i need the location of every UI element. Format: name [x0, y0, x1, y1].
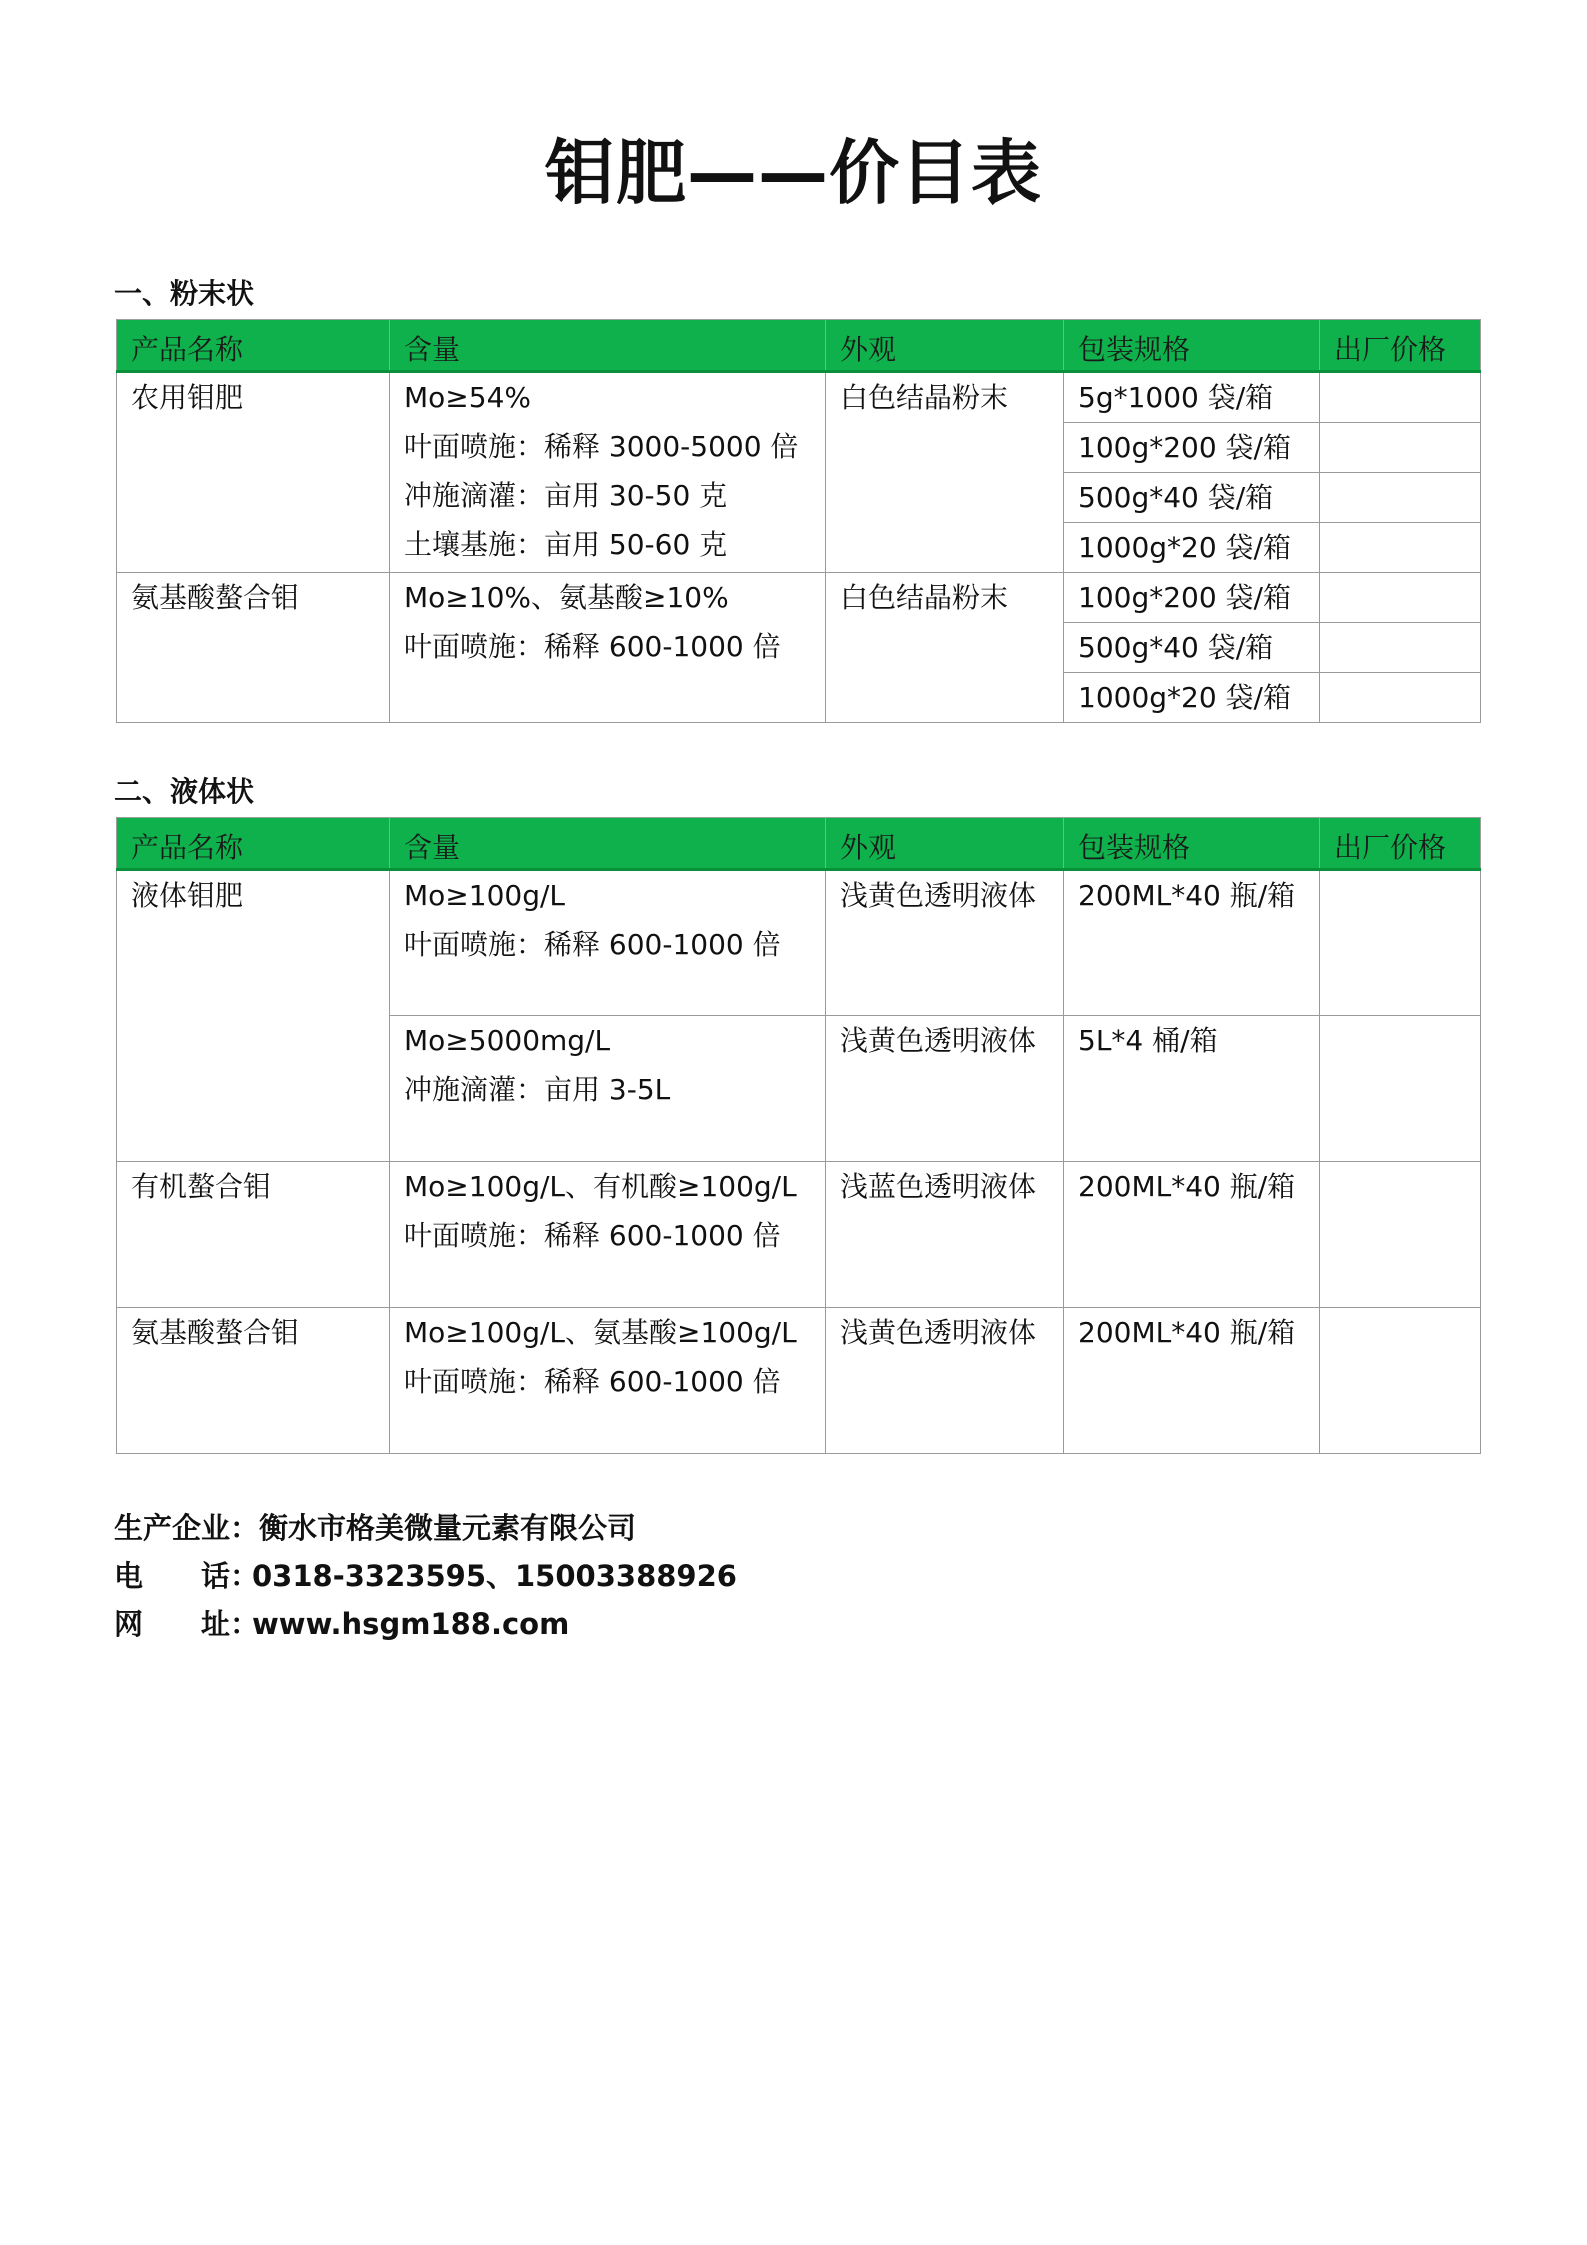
header-content: 含量 [390, 818, 826, 870]
product-appearance-cell: 浅黄色透明液体 [826, 1308, 1064, 1454]
header-price: 出厂价格 [1320, 818, 1481, 870]
table-row [117, 870, 1481, 1016]
package-cell: 5L*4 桶/箱 [1064, 1016, 1320, 1162]
package-cell: 200ML*40 瓶/箱 [1064, 870, 1320, 1016]
product-appearance-cell: 白色结晶粉末 [826, 372, 1064, 573]
header-price: 出厂价格 [1320, 320, 1481, 372]
website-url: www.hsgm188.com [252, 1607, 570, 1641]
price-cell [1320, 1308, 1481, 1454]
company-label: 生产企业： [114, 1511, 260, 1545]
company-info [114, 1504, 737, 1648]
header-package: 包装规格 [1064, 818, 1320, 870]
product-appearance-cell: 浅蓝色透明液体 [826, 1162, 1064, 1308]
website-label: 网 址： [114, 1607, 260, 1641]
package-cell: 1000g*20 袋/箱 [1064, 523, 1320, 573]
price-cell [1320, 423, 1481, 473]
page-title: 钼肥——价目表 [545, 132, 1042, 214]
product-content-cell: Mo≥5000mg/L 冲施滴灌：亩用 3-5L [390, 1016, 826, 1162]
phone-number: 0318-3323595、15003388926 [252, 1559, 737, 1593]
table-row [117, 1308, 1481, 1454]
powder-price-table [116, 319, 1481, 723]
phone-row [114, 1552, 737, 1600]
table-header-row [117, 320, 1481, 372]
table-row [117, 1162, 1481, 1308]
price-cell [1320, 473, 1481, 523]
table-header-row [117, 818, 1481, 870]
website-row [114, 1600, 737, 1648]
section-heading-liquid: 二、液体状 [114, 775, 255, 808]
header-content: 含量 [390, 320, 826, 372]
company-name: 衡水市格美微量元素有限公司 [259, 1511, 637, 1545]
header-product-name: 产品名称 [117, 320, 390, 372]
product-appearance-cell: 浅黄色透明液体 [826, 870, 1064, 1016]
product-appearance-cell: 浅黄色透明液体 [826, 1016, 1064, 1162]
package-cell: 200ML*40 瓶/箱 [1064, 1308, 1320, 1454]
price-cell [1320, 623, 1481, 673]
package-cell: 100g*200 袋/箱 [1064, 423, 1320, 473]
section-heading-powder: 一、粉末状 [114, 277, 255, 310]
product-content-cell: Mo≥100g/L、有机酸≥100g/L 叶面喷施：稀释 600-1000 倍 [390, 1162, 826, 1308]
price-cell [1320, 870, 1481, 1016]
header-product-name: 产品名称 [117, 818, 390, 870]
product-content-cell: Mo≥100g/L 叶面喷施：稀释 600-1000 倍 [390, 870, 826, 1016]
price-cell [1320, 1162, 1481, 1308]
price-cell [1320, 1016, 1481, 1162]
table-row [117, 573, 1481, 623]
header-appearance: 外观 [826, 320, 1064, 372]
package-cell: 1000g*20 袋/箱 [1064, 673, 1320, 723]
product-name-cell: 液体钼肥 [117, 870, 390, 1162]
price-cell [1320, 523, 1481, 573]
company-row [114, 1504, 737, 1552]
liquid-price-table [116, 817, 1481, 1454]
package-cell: 500g*40 袋/箱 [1064, 473, 1320, 523]
product-content-cell: Mo≥100g/L、氨基酸≥100g/L 叶面喷施：稀释 600-1000 倍 [390, 1308, 826, 1454]
product-content-cell: Mo≥10%、氨基酸≥10% 叶面喷施：稀释 600-1000 倍 [390, 573, 826, 723]
product-name-cell: 氨基酸螯合钼 [117, 1308, 390, 1454]
package-cell: 500g*40 袋/箱 [1064, 623, 1320, 673]
header-appearance: 外观 [826, 818, 1064, 870]
product-appearance-cell: 白色结晶粉末 [826, 573, 1064, 723]
product-name-cell: 氨基酸螯合钼 [117, 573, 390, 723]
header-package: 包装规格 [1064, 320, 1320, 372]
price-cell [1320, 372, 1481, 423]
product-name-cell: 农用钼肥 [117, 372, 390, 573]
package-cell: 5g*1000 袋/箱 [1064, 372, 1320, 423]
phone-label: 电 话： [114, 1559, 260, 1593]
price-cell [1320, 673, 1481, 723]
price-cell [1320, 573, 1481, 623]
product-content-cell: Mo≥54% 叶面喷施：稀释 3000-5000 倍 冲施滴灌：亩用 30-50 克 土壤基施：亩用 50-60 克 [390, 372, 826, 573]
table-row [117, 372, 1481, 423]
package-cell: 100g*200 袋/箱 [1064, 573, 1320, 623]
package-cell: 200ML*40 瓶/箱 [1064, 1162, 1320, 1308]
product-name-cell: 有机螯合钼 [117, 1162, 390, 1308]
